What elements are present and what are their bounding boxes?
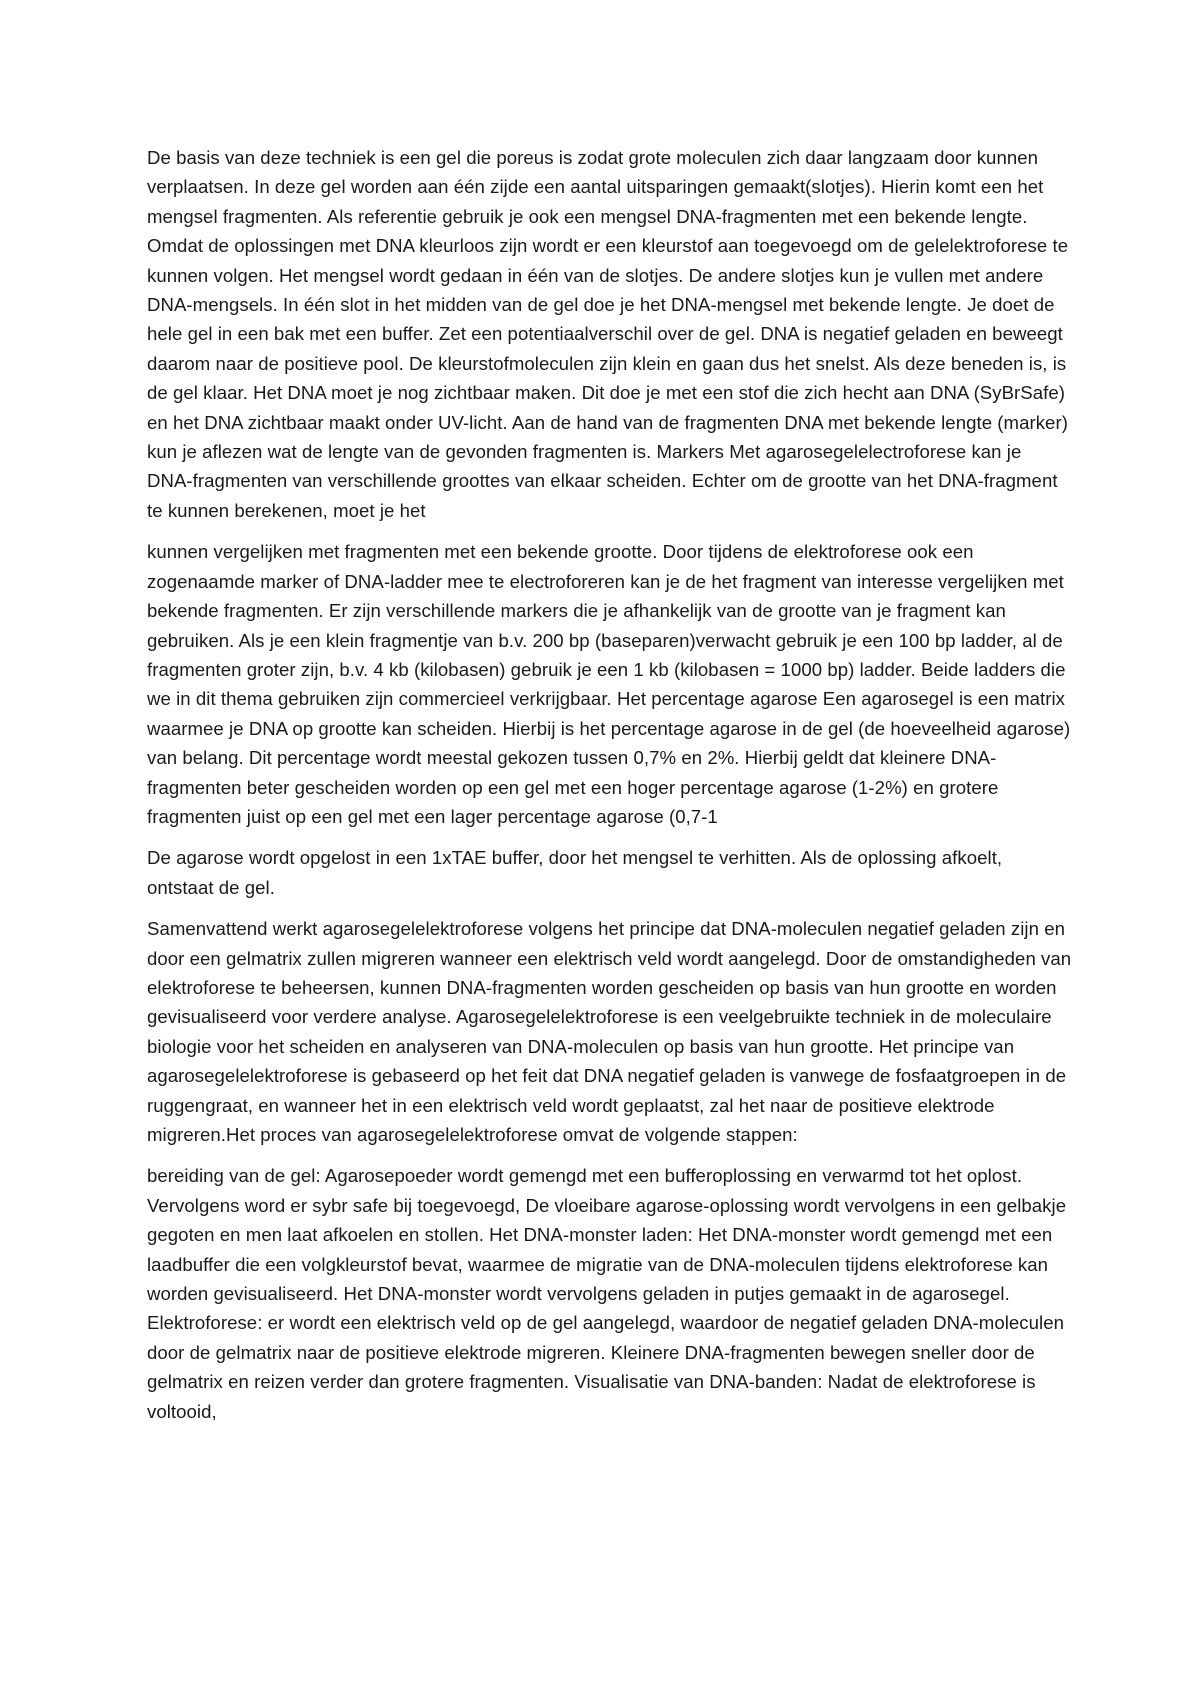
paragraph-gel-basis: De basis van deze techniek is een gel die poreus is zodat grote moleculen zich daar langzaam door kunnen verplaatsen. In deze gel worden aan één zijde een aantal uitsparingen gemaakt(slotjes). Hierin komt een het mengsel fragmenten. Als referentie gebruik je ook een mengsel DNA-fragmenten met een bekende lengte. Omdat de oplossingen met DNA kleurloos zijn wordt er een kleurstof aan toegevoegd om de gelelektroforese te kunnen volgen. Het mengsel wordt gedaan in één van de slotjes. De andere slotjes kun je vullen met andere DNA-mengsels. In één slot in het midden van de gel doe je het DNA-mengsel met bekende lengte. Je doet de hele gel in een bak met een buffer. Zet een potentiaalverschil over de gel. DNA is negatief geladen en beweegt daarom naar de positieve pool. De kleurstofmoleculen zijn klein en gaan dus het snelst. Als deze beneden is, is de gel klaar. Het DNA moet je nog zichtbaar maken. Dit doe je met een stof die zich hecht aan DNA (SyBrSafe) en het DNA zichtbaar maakt onder UV-licht. Aan de hand van de fragmenten DNA met bekende lengte (marker) kun je aflezen wat de lengte van de gevonden fragmenten is. Markers Met agarosegelelectroforese kan je DNA-fragmenten van verschillende groottes van elkaar scheiden. Echter om de grootte van het DNA-fragment te kunnen berekenen, moet je het — [147, 147, 1069, 521]
paragraph-process-steps: bereiding van de gel: Agarosepoeder wordt gemengd met een bufferoplossing en verwarmd tot het oplost. Vervolgens word er sybr safe bij toegevoegd, De vloeibare agarose-oplossing wordt vervolgens in een gelbakje gegoten en men laat afkoelen en stollen. Het DNA-monster laden: Het DNA-monster wordt gemengd met een laadbuffer die een volgkleurstof bevat, waarmee de migratie van de DNA-moleculen tijdens elektroforese kan worden gevisualiseerd. Het DNA-monster wordt vervolgens geladen in putjes gemaakt in de agarosegel. Elektroforese: er wordt een elektrisch veld op de gel aangelegd, waardoor de negatief geladen DNA-moleculen door de gelmatrix naar de positieve elektrode migreren. Kleinere DNA-fragmenten bewegen sneller door de gelmatrix en reizen verder dan grotere fragmenten. Visualisatie van DNA-banden: Nadat de elektroforese is voltooid, — [147, 1165, 1067, 1422]
paragraph-agarose-dissolve: De agarose wordt opgelost in een 1xTAE buffer, door het mengsel te verhitten. Als de oplossing afkoelt, ontstaat de gel. — [147, 847, 1003, 898]
paragraph-markers: kunnen vergelijken met fragmenten met een bekende grootte. Door tijdens de elektroforese ook een zogenaamde marker of DNA-ladder mee te electroforeren kan je de het fragment van interesse vergelijken met bekende fragmenten. Er zijn verschillende markers die je afhankelijk van de grootte van je fragment kan gebruiken. Als je een klein fragmentje van b.v. 200 bp (baseparen)verwacht gebruik je een 100 bp ladder, al de fragmenten groter zijn, b.v. 4 kb (kilobasen) gebruik je een 1 kb (kilobasen = 1000 bp) ladder. Beide ladders die we in dit thema gebruiken zijn commercieel verkrijgbaar. Het percentage agarose Een agarosegel is een matrix waarmee je DNA op grootte kan scheiden. Hierbij is het percentage agarose in de gel (de hoeveelheid agarose) van belang. Dit percentage wordt meestal gekozen tussen 0,7% en 2%. Hierbij geldt dat kleinere DNA-fragmenten beter gescheiden worden op een gel met een hoger percentage agarose (1-2%) en grotere fragmenten juist op een gel met een lager percentage agarose (0,7-1 — [147, 541, 1071, 827]
paragraph-summary: Samenvattend werkt agarosegelelektroforese volgens het principe dat DNA-moleculen negatief geladen zijn en door een gelmatrix zullen migreren wanneer een elektrisch veld wordt aangelegd. Door de omstandigheden van elektroforese te beheersen, kunnen DNA-fragmenten worden gescheiden op basis van hun grootte en worden gevisualiseerd voor verdere analyse. Agarosegelelektroforese is een veelgebruikte techniek in de moleculaire biologie voor het scheiden en analyseren van DNA-moleculen op basis van hun grootte. Het principe van agarosegelelektroforese is gebaseerd op het feit dat DNA negatief geladen is vanwege de fosfaatgroepen in de ruggengraat, en wanneer het in een elektrisch veld wordt geplaatst, zal het naar de positieve elektrode migreren.Het proces van agarosegelelektroforese omvat de volgende stappen: — [147, 918, 1072, 1145]
document-body — [147, 143, 1072, 1438]
